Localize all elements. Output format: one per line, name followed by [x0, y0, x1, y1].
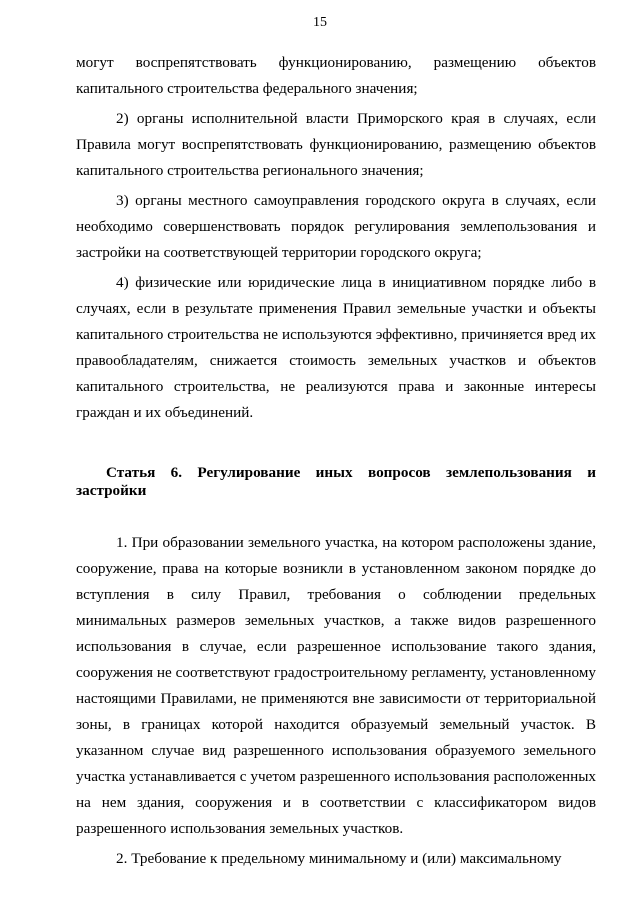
paragraph-item-3: 3) органы местного самоуправления городского округа в случаях, если необходимо совершенствовать порядок регулирования землепользования и застройки на соответствующей территории городского округа; [76, 192, 596, 261]
paragraph-item-2: 2) органы исполнительной власти Приморского края в случаях, если Правила могут воспрепятствовать функционированию, размещению объектов капитального строительства регионального значения; [76, 110, 596, 179]
page-number: 15 [313, 15, 327, 30]
paragraph-clause-1: 1. При образовании земельного участка, на котором расположены здание, сооружение, права на которые возникли в установленном законом порядке до вступления в силу Правил, требования о соблюдении предельных минимальных размеров земельных участков, а также видов разрешенного использования в случае, если разрешенное использование такого здания, сооружения не соответствуют градостроительному регламенту, установленному настоящими Правилами, не применяются вне зависимости от территориальной зоны, в границах которой находится образуемый земельный участок. В указанном случае вид разрешенного использования образуемого земельного участка устанавливается с учетом разрешенного использования расположенных на нем здания, сооружения и в соответствии с классификатором видов разрешенного использования земельных участков. [76, 534, 596, 837]
paragraph-continuation: могут воспрепятствовать функционированию, размещению объектов капитального строительства федерального значения; [76, 54, 596, 97]
page-content [76, 50, 596, 872]
paragraph-clause-2: 2. Требование к предельному минимальному и (или) максимальному [116, 850, 562, 867]
paragraph-item-4: 4) физические или юридические лица в инициативном порядке либо в случаях, если в результате применения Правил земельные участки и объекты капитального строительства не используются эффективно, причиняется вред их правообладателям, снижается стоимость земельных участков и объектов капитального строительства, не реализуются права и законные интересы граждан и их объединений. [76, 274, 596, 421]
article-heading: Статья 6. Регулирование иных вопросов землепользования и застройки [76, 464, 596, 499]
